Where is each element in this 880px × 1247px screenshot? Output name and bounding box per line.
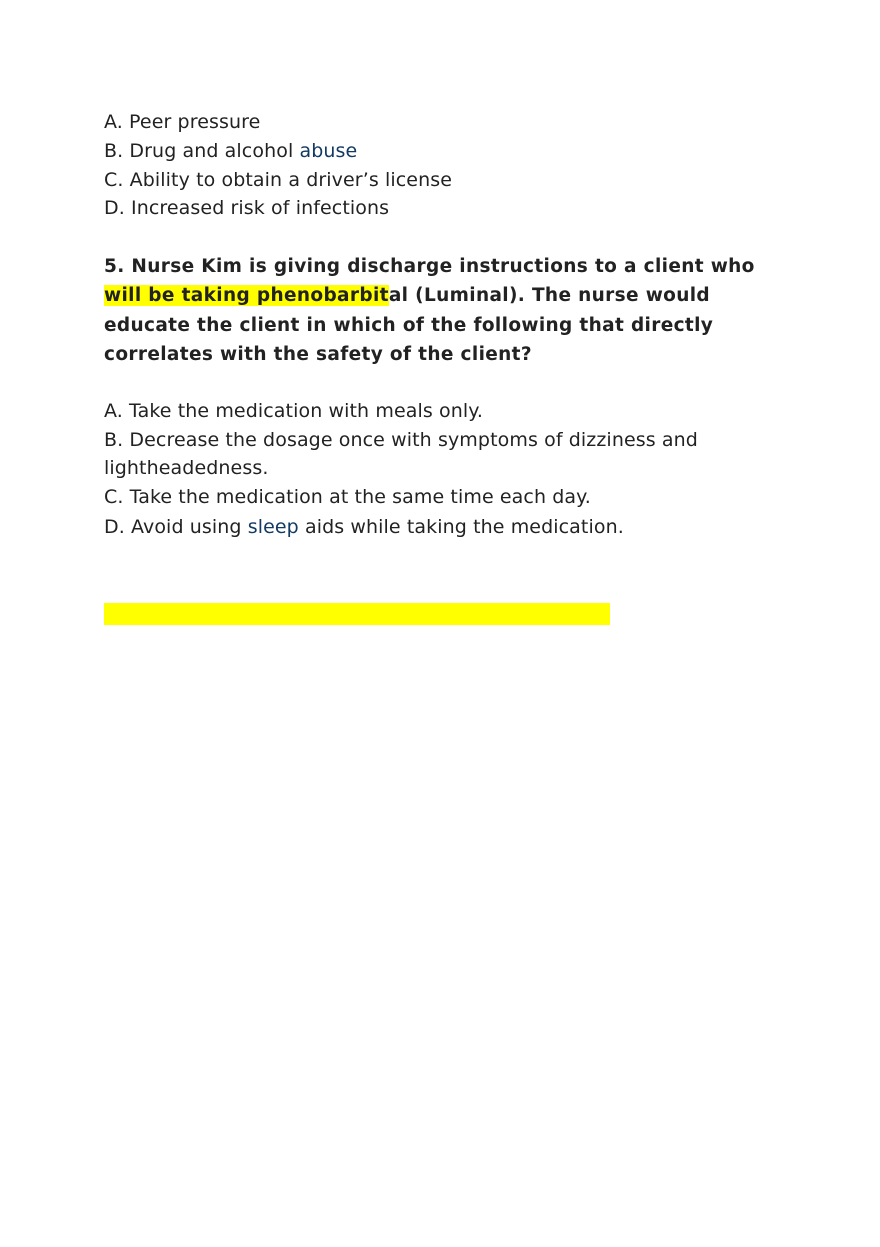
question-5-line-3: educate the client in which of the following that directly bbox=[104, 315, 714, 336]
q5-option-a: A. Take the medication with meals only. bbox=[104, 400, 484, 422]
highlighted-text: will be taking phenobarbit bbox=[104, 285, 389, 306]
q5-option-b-line-1: B. Decrease the dosage once with symptoms of dizziness and bbox=[104, 429, 698, 451]
sleep-link[interactable]: sleep bbox=[247, 516, 299, 538]
option-d-infections: D. Increased risk of infections bbox=[104, 197, 390, 219]
q5-option-d: D. Avoid using sleep aids while taking the medication. bbox=[104, 516, 624, 538]
question-5-line-1: 5. Nurse Kim is giving discharge instructions to a client who bbox=[104, 256, 755, 277]
abuse-link[interactable]: abuse bbox=[299, 140, 358, 162]
option-c-drivers-license: C. Ability to obtain a driver’s license bbox=[104, 169, 453, 191]
highlight-bar bbox=[104, 603, 610, 625]
question-5-line-2: will be taking phenobarbital (Luminal). The nurse would bbox=[104, 285, 711, 306]
option-b-drug-alcohol: B. Drug and alcohol abuse bbox=[104, 140, 358, 162]
question-5-line-4: correlates with the safety of the client? bbox=[104, 344, 532, 365]
q5-option-c: C. Take the medication at the same time each day. bbox=[104, 486, 591, 508]
option-a-peer-pressure: A. Peer pressure bbox=[104, 111, 261, 133]
q5-option-b-line-2: lightheadedness. bbox=[104, 457, 269, 479]
